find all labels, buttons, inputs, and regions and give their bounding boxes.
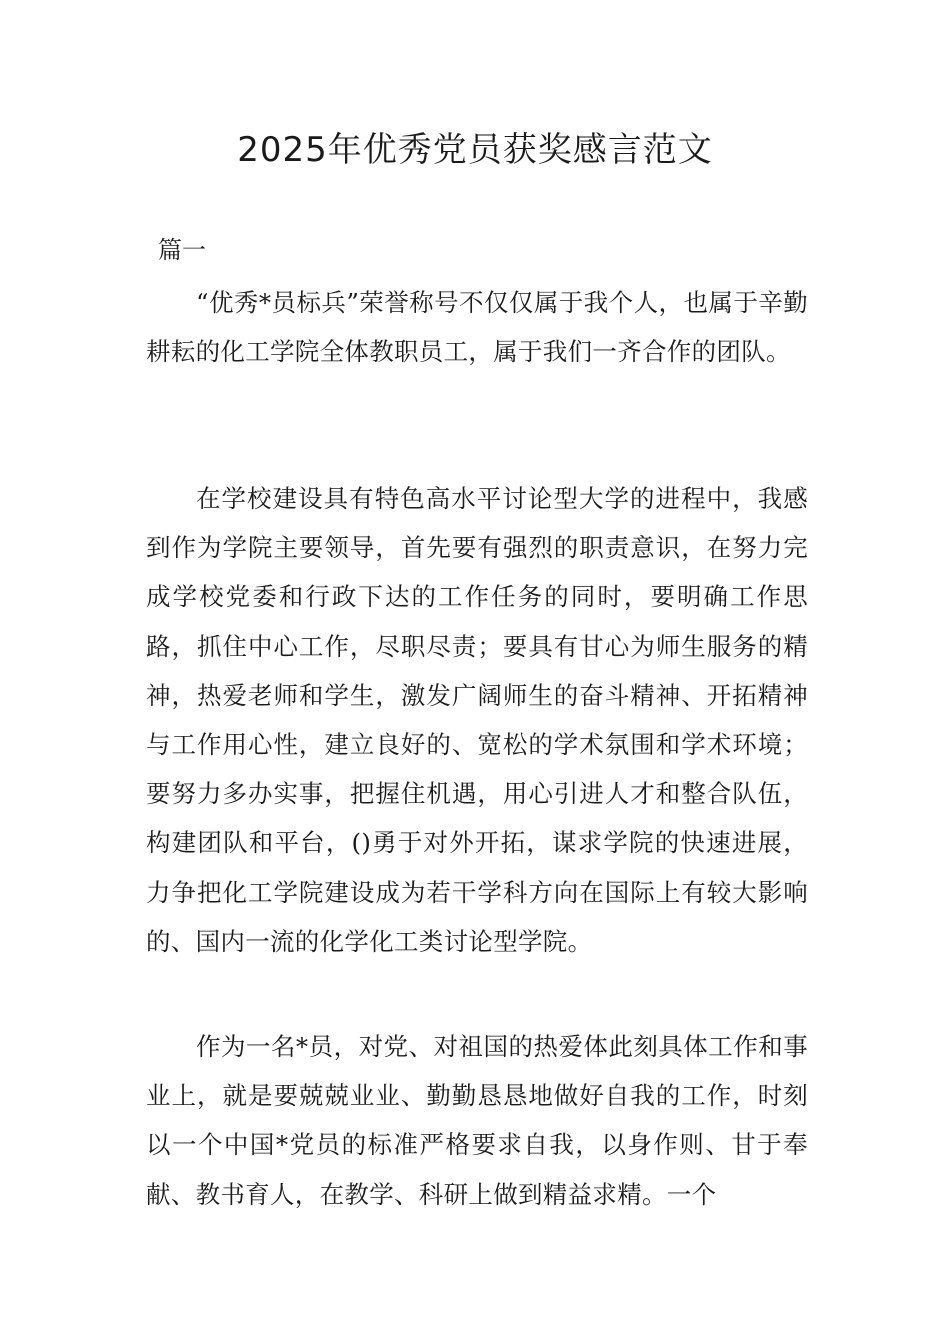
document-title: 2025年优秀党员获奖感言范文 xyxy=(237,130,713,170)
section-label: 篇一 xyxy=(158,236,206,264)
paragraph-2: 在学校建设具有特色高水平讨论型大学的进程中，我感到作为学院主要领导，首先要有强烈的职责意识，在努力完成学校党委和行政下达的工作任务的同时，要明确工作思路，抓住中心工作，尽职尽责；要具有甘心为师生服务的精神，热爱老师和学生，激发广阔师生的奋斗精神、开拓精神与工作用心性，建立良好的、宽松的学术氛围和学术环境；要努力多办实事，把握住机遇，用心引进人才和整合队伍，构建团队和平台，()勇于对外开拓，谋求学院的快速进展，力争把化工学院建设成为若干学科方向在国际上有较大影响的、国内一流的化学化工类讨论型学院。 xyxy=(146,484,808,956)
paragraph-1: “优秀*员标兵”荣誉称号不仅仅属于我个人，也属于辛勤耕耘的化工学院全体教职员工，属于我们一齐合作的团队。 xyxy=(146,288,808,367)
paragraph-3: 作为一名*员，对党、对祖国的热爱体此刻具体工作和事业上，就是要兢兢业业、勤勤恳恳地做好自我的工作，时刻以一个中国*党员的标准严格要求自我，以身作则、甘于奉献、教书育人，在教学、科研上做到精益求精。一个 xyxy=(146,1032,808,1209)
